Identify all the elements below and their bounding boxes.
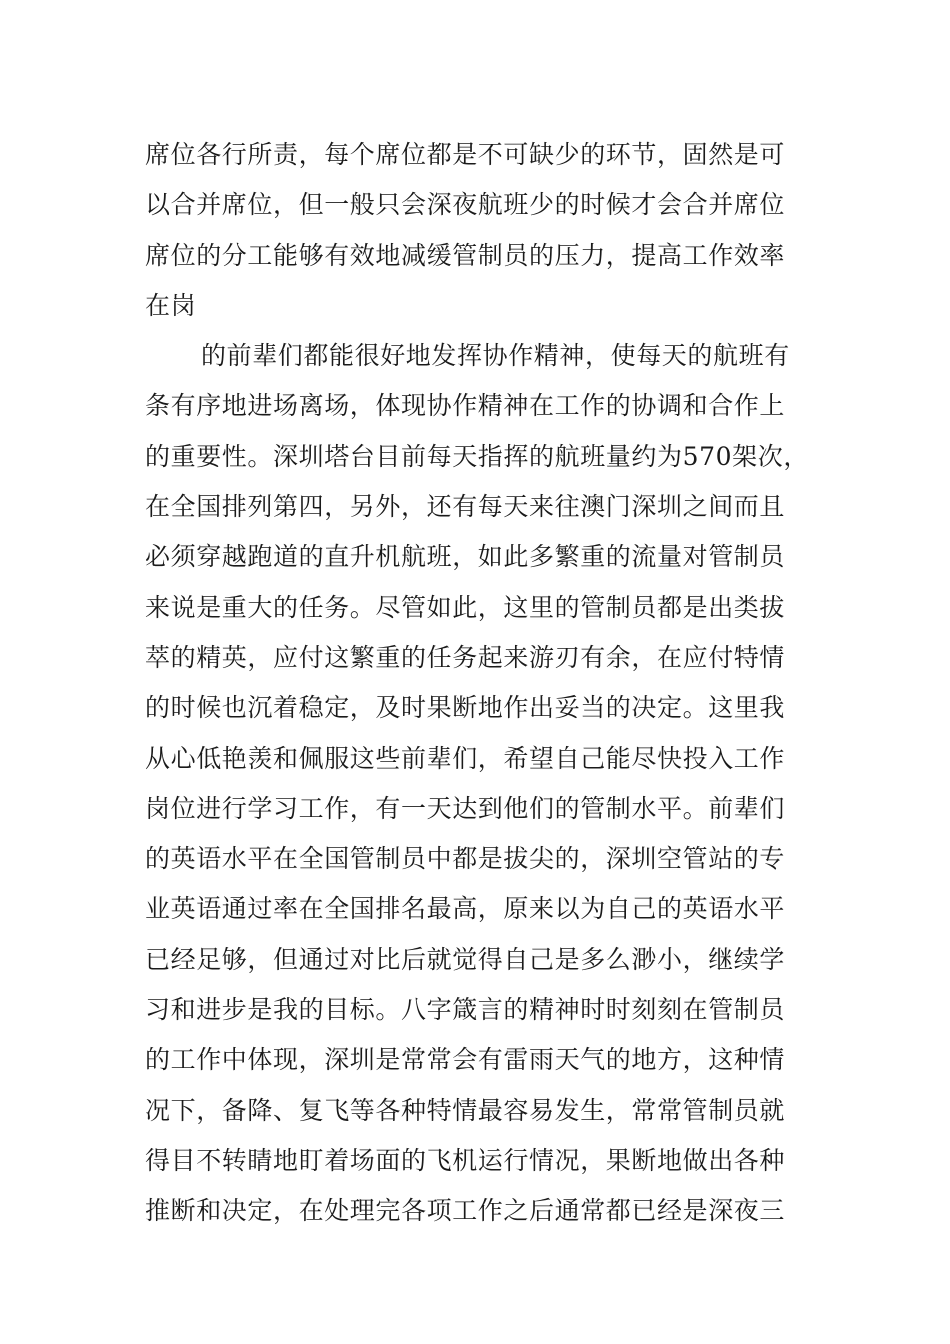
body-text [145, 130, 810, 1237]
paragraph-first-line: 的前辈们都能很好地发挥协作精神，使每天的航班有 [201, 341, 790, 371]
text-line: 必须穿越跑道的直升机航班，如此多繁重的流量对管制员 [145, 542, 786, 572]
text-line: 推断和决定，在处理完各项工作之后通常都已经是深夜三 [145, 1196, 786, 1226]
text-line: 在全国排列第四，另外，还有每天来往澳门深圳之间而且 [145, 492, 786, 522]
text-line: 的工作中体现，深圳是常常会有雷雨天气的地方，这种情 [145, 1045, 786, 1075]
text-line: 来说是重大的任务。尽管如此，这里的管制员都是出类拔 [145, 592, 786, 622]
text-line: 得目不转睛地盯着场面的飞机运行情况，果断地做出各种 [145, 1145, 786, 1175]
text-line: 席位各行所责，每个席位都是不可缺少的环节，固然是可 [145, 140, 786, 169]
text-line: 岗位进行学习工作，有一天达到他们的管制水平。前辈们 [145, 793, 786, 823]
text-line: 萃的精英，应付这繁重的任务起来游刃有余，在应付特情 [145, 642, 786, 672]
text-line: 的英语水平在全国管制员中都是拔尖的，深圳空管站的专 [145, 844, 786, 874]
text-line: 从心低艳羡和佩服这些前辈们，希望自己能尽快投入工作 [145, 743, 786, 773]
text-line: 席位的分工能够有效地减缓管制员的压力，提高工作效率 [145, 240, 786, 270]
text-line: 的时候也沉着稳定，及时果断地作出妥当的决定。这里我 [145, 693, 786, 723]
text-line: 习和进步是我的目标。八字箴言的精神时时刻刻在管制员 [145, 995, 786, 1025]
text-line: 已经足够，但通过对比后就觉得自己是多么渺小，继续学 [145, 944, 786, 974]
text-line: 在岗 [145, 290, 197, 320]
text-line: 业英语通过率在全国排名最高，原来以为自己的英语水平 [145, 894, 786, 924]
text-line: 条有序地进场离场，体现协作精神在工作的协调和合作上 [145, 391, 786, 421]
text-line: 以合并席位，但一般只会深夜航班少的时候才会合并席位 [145, 190, 786, 220]
text-line: 的重要性。深圳塔台目前每天指挥的航班量约为570架次， [145, 441, 809, 471]
text-line: 况下，备降、复飞等各种特情最容易发生，常常管制员就 [145, 1095, 786, 1125]
